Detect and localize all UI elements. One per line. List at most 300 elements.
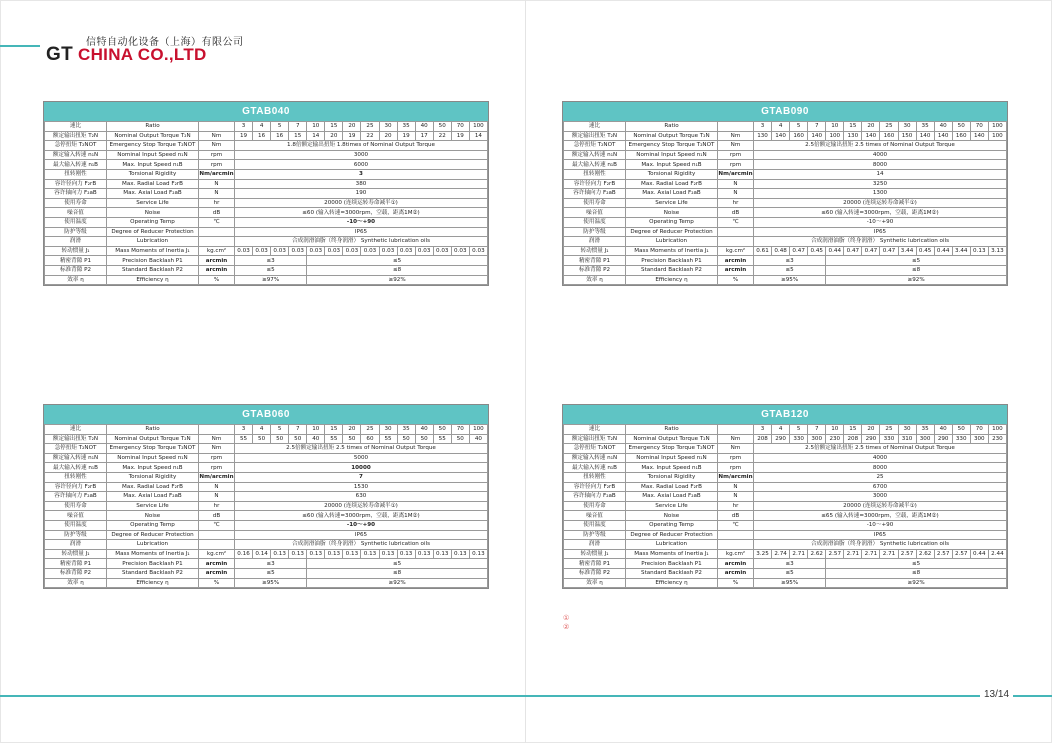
ratio-value-cell: 10: [307, 425, 325, 435]
ratio-value-cell: 0.03: [379, 246, 397, 256]
table-row: [564, 265, 1007, 275]
param-unit: arcmin: [199, 256, 235, 266]
ratio-value-cell: 3.13: [988, 246, 1006, 256]
ratio-value-cell: 0.61: [754, 246, 772, 256]
param-name-en: Max. Radial Load F₂rB: [107, 179, 199, 189]
spec-table-gtab040: [43, 101, 489, 286]
ratio-value-cell: 10: [307, 122, 325, 132]
ratio-value-cell: 0.44: [826, 246, 844, 256]
ratio-value-cell: 0.13: [361, 549, 379, 559]
param-name-en: Emergency Stop Torque T₂NOT: [107, 444, 199, 454]
param-unit: %: [718, 578, 754, 588]
ratio-value-cell: 25: [361, 425, 379, 435]
ratio-value-cell: 160: [790, 131, 808, 141]
table-row: [45, 179, 488, 189]
ratio-group-1-3-value: ≤3: [235, 256, 307, 266]
ratio-value-cell: 15: [844, 122, 862, 132]
ratio-value-cell: 20: [343, 122, 361, 132]
table-row: [564, 578, 1007, 588]
ratio-value-cell: 14: [469, 131, 487, 141]
param-value: IP65: [754, 530, 1007, 540]
ratio-value-cell: 330: [952, 434, 970, 444]
param-name-en: Degree of Reducer Protection: [107, 530, 199, 540]
table-row: [564, 511, 1007, 521]
ratio-value-cell: 290: [862, 434, 880, 444]
ratio-value-cell: 17: [415, 131, 433, 141]
company-name-en-text: CHINA CO.,LTD: [78, 45, 207, 64]
param-unit: hr: [718, 198, 754, 208]
param-name-cn: 速比: [564, 425, 626, 435]
param-unit: ℃: [199, 520, 235, 530]
table-row: [564, 198, 1007, 208]
param-name-cn: 扭转刚性: [564, 169, 626, 179]
param-name-en: Lubrication: [107, 237, 199, 247]
table-row: [564, 246, 1007, 256]
param-unit: kg.cm²: [199, 549, 235, 559]
ratio-value-cell: 50: [433, 425, 451, 435]
ratio-value-cell: 15: [289, 131, 307, 141]
param-value: 190: [235, 189, 488, 199]
param-name-cn: 急停扭矩 T₂NOT: [564, 141, 626, 151]
ratio-value-cell: 0.13: [379, 549, 397, 559]
param-name-en: Torsional Rigidity: [107, 169, 199, 179]
param-name-en: Degree of Reducer Protection: [626, 530, 718, 540]
param-name-cn: 标准背隙 P2: [564, 265, 626, 275]
param-value: 20000 (连续运转寿命减半①): [754, 198, 1007, 208]
ratio-value-cell: 60: [361, 434, 379, 444]
ratio-group-2-3-value: ≥92%: [826, 275, 1007, 285]
param-name-cn: 扭转刚性: [45, 169, 107, 179]
table-row: [564, 549, 1007, 559]
table-row: [45, 463, 488, 473]
ratio-value-cell: 3: [754, 122, 772, 132]
param-name-cn: 润滑: [564, 237, 626, 247]
table-row: [45, 540, 488, 550]
param-name-en: Mass Moments of Inertia J₁: [626, 246, 718, 256]
ratio-value-cell: 50: [451, 434, 469, 444]
decorative-line-top: [0, 45, 40, 47]
ratio-value-cell: 0.03: [397, 246, 415, 256]
param-name-cn: 润滑: [564, 540, 626, 550]
ratio-value-cell: 0.47: [862, 246, 880, 256]
ratio-value-cell: 0.13: [343, 549, 361, 559]
param-unit: rpm: [718, 160, 754, 170]
table-row: [45, 453, 488, 463]
ratio-value-cell: 3.44: [952, 246, 970, 256]
ratio-value-cell: 5: [790, 122, 808, 132]
param-name-cn: 效率 η: [564, 275, 626, 285]
param-name-en: Max. Axial Load F₂aB: [626, 189, 718, 199]
param-unit: hr: [199, 501, 235, 511]
ratio-value-cell: 19: [397, 131, 415, 141]
param-name-cn: 噪音值: [45, 208, 107, 218]
param-unit: kg.cm²: [718, 246, 754, 256]
param-name-cn: 急停扭矩 T₂NOT: [45, 141, 107, 151]
table-row: [564, 568, 1007, 578]
table-row: [45, 434, 488, 444]
ratio-value-cell: 150: [898, 131, 916, 141]
param-value: 6700: [754, 482, 1007, 492]
table-row: [564, 540, 1007, 550]
company-logo: [46, 33, 244, 65]
param-unit: %: [199, 578, 235, 588]
table-row: [564, 179, 1007, 189]
ratio-value-cell: 7: [808, 425, 826, 435]
ratio-value-cell: 7: [808, 122, 826, 132]
param-value: IP65: [235, 530, 488, 540]
param-unit: rpm: [718, 150, 754, 160]
ratio-value-cell: 100: [988, 131, 1006, 141]
param-value: -10～+90: [754, 217, 1007, 227]
ratio-group-2-3-value: ≤8: [826, 265, 1007, 275]
ratio-value-cell: 0.13: [970, 246, 988, 256]
param-name-cn: 防护等级: [45, 530, 107, 540]
ratio-value-cell: 330: [880, 434, 898, 444]
param-name-cn: 精密背隙 P1: [45, 256, 107, 266]
param-name-en: Noise: [626, 208, 718, 218]
ratio-value-cell: 140: [772, 131, 790, 141]
param-name-en: Noise: [107, 511, 199, 521]
param-name-cn: 容许轴向力 F₂aB: [45, 492, 107, 502]
ratio-value-cell: 4: [772, 122, 790, 132]
ratio-value-cell: 0.13: [415, 549, 433, 559]
ratio-value-cell: 0.03: [451, 246, 469, 256]
ratio-value-cell: 0.14: [253, 549, 271, 559]
ratio-value-cell: 2.71: [844, 549, 862, 559]
ratio-value-cell: 19: [343, 131, 361, 141]
ratio-value-cell: 2.62: [916, 549, 934, 559]
table-row: [45, 189, 488, 199]
spec-grid: [563, 424, 1007, 588]
ratio-group-2-3-value: ≥92%: [307, 275, 488, 285]
ratio-value-cell: 55: [379, 434, 397, 444]
param-name-cn: 精密背隙 P1: [564, 256, 626, 266]
param-unit: dB: [718, 511, 754, 521]
param-unit: N: [718, 179, 754, 189]
logo-mark: GT: [46, 44, 73, 65]
ratio-value-cell: 310: [898, 434, 916, 444]
param-name-cn: 标准背隙 P2: [45, 265, 107, 275]
ratio-value-cell: 10: [826, 122, 844, 132]
param-name-cn: 容许径向力 F₂rB: [45, 179, 107, 189]
param-name-cn: 扭转刚性: [564, 472, 626, 482]
param-name-en: Standard Backlash P2: [107, 568, 199, 578]
ratio-value-cell: 5: [271, 122, 289, 132]
ratio-value-cell: 0.48: [772, 246, 790, 256]
ratio-value-cell: 0.13: [325, 549, 343, 559]
ratio-value-cell: 0.47: [880, 246, 898, 256]
param-unit: arcmin: [718, 559, 754, 569]
ratio-value-cell: 3.25: [754, 549, 772, 559]
param-name-en: Max. Axial Load F₂aB: [107, 189, 199, 199]
table-row: [564, 425, 1007, 435]
param-name-en: Nominal Input Speed n₁N: [626, 150, 718, 160]
param-name-en: Max. Radial Load F₂rB: [626, 482, 718, 492]
table-row: [564, 122, 1007, 132]
param-name-en: Mass Moments of Inertia J₁: [107, 549, 199, 559]
ratio-value-cell: 40: [415, 122, 433, 132]
ratio-value-cell: 0.03: [271, 246, 289, 256]
spec-grid: [44, 424, 488, 588]
param-unit: N: [718, 482, 754, 492]
ratio-value-cell: 14: [307, 131, 325, 141]
ratio-value-cell: 25: [361, 122, 379, 132]
table-row: [564, 256, 1007, 266]
param-name-en: Max. Radial Load F₂rB: [626, 179, 718, 189]
table-row: [564, 208, 1007, 218]
param-name-cn: 额定输出扭矩 T₂N: [45, 131, 107, 141]
ratio-value-cell: 300: [808, 434, 826, 444]
param-name-en: Operating Temp: [107, 217, 199, 227]
ratio-value-cell: 40: [934, 425, 952, 435]
ratio-value-cell: 30: [379, 425, 397, 435]
param-name-cn: 速比: [45, 425, 107, 435]
param-unit: %: [199, 275, 235, 285]
param-value: 7: [235, 472, 488, 482]
ratio-value-cell: 50: [433, 122, 451, 132]
param-value: 8000: [754, 160, 1007, 170]
ratio-value-cell: 4: [772, 425, 790, 435]
param-name-en: Standard Backlash P2: [107, 265, 199, 275]
ratio-value-cell: 100: [469, 425, 487, 435]
ratio-value-cell: 290: [934, 434, 952, 444]
ratio-value-cell: 0.13: [451, 549, 469, 559]
param-value: 3: [235, 169, 488, 179]
param-name-cn: 最大输入转速 n₁B: [45, 160, 107, 170]
table-row: [564, 189, 1007, 199]
param-unit: Nm: [199, 131, 235, 141]
ratio-value-cell: 15: [325, 425, 343, 435]
ratio-value-cell: 290: [772, 434, 790, 444]
param-name-cn: 容许径向力 F₂rB: [45, 482, 107, 492]
param-value: -10～+90: [235, 217, 488, 227]
ratio-value-cell: 70: [451, 425, 469, 435]
param-name-en: Operating Temp: [626, 217, 718, 227]
param-name-en: Emergency Stop Torque T₂NOT: [107, 141, 199, 151]
ratio-value-cell: 19: [235, 131, 253, 141]
ratio-group-1-3-value: ≤5: [235, 265, 307, 275]
ratio-value-cell: 208: [754, 434, 772, 444]
ratio-value-cell: 2.44: [988, 549, 1006, 559]
ratio-value-cell: 55: [325, 434, 343, 444]
ratio-group-1-3-value: ≥95%: [754, 275, 826, 285]
ratio-group-1-3-value: ≥97%: [235, 275, 307, 285]
param-unit: [199, 425, 235, 435]
ratio-value-cell: 3: [754, 425, 772, 435]
ratio-value-cell: 300: [916, 434, 934, 444]
ratio-value-cell: 0.13: [271, 549, 289, 559]
ratio-value-cell: 208: [844, 434, 862, 444]
ratio-value-cell: 50: [289, 434, 307, 444]
table-row: [564, 160, 1007, 170]
param-unit: N: [199, 189, 235, 199]
param-name-en: Nominal Input Speed n₁N: [626, 453, 718, 463]
param-value: 3250: [754, 179, 1007, 189]
ratio-value-cell: 230: [988, 434, 1006, 444]
param-name-cn: 急停扭矩 T₂NOT: [45, 444, 107, 454]
param-unit: Nm: [718, 141, 754, 151]
ratio-group-1-3-value: ≤3: [235, 559, 307, 569]
table-row: [564, 169, 1007, 179]
param-name-en: Emergency Stop Torque T₂NOT: [626, 141, 718, 151]
ratio-value-cell: 50: [271, 434, 289, 444]
param-name-en: Degree of Reducer Protection: [626, 227, 718, 237]
param-unit: [718, 530, 754, 540]
param-name-en: Max. Axial Load F₂aB: [107, 492, 199, 502]
table-row: [45, 265, 488, 275]
param-value: 10000: [235, 463, 488, 473]
spec-table-gtab060: [43, 404, 489, 589]
ratio-value-cell: 2.57: [952, 549, 970, 559]
param-unit: [199, 237, 235, 247]
param-unit: rpm: [718, 463, 754, 473]
param-name-en: Service Life: [107, 198, 199, 208]
table-row: [45, 217, 488, 227]
page-number: 13/14: [980, 689, 1013, 700]
param-value: -10～+90: [235, 520, 488, 530]
param-name-cn: 效率 η: [45, 578, 107, 588]
param-name-cn: 标准背隙 P2: [564, 568, 626, 578]
ratio-value-cell: 0.44: [970, 549, 988, 559]
param-name-cn: 转动惯量 J₁: [45, 549, 107, 559]
table-row: [45, 256, 488, 266]
param-unit: Nm/arcmin: [718, 171, 753, 178]
param-value: 25: [754, 472, 1007, 482]
param-name-cn: 防护等级: [45, 227, 107, 237]
param-name-en: Precision Backlash P1: [107, 256, 199, 266]
param-value: 1.8倍额定输出扭矩 1.8times of Nominal Output Torque: [235, 141, 488, 151]
spec-table-gtab090: [562, 101, 1008, 286]
param-value: 20000 (连续运转寿命减半①): [235, 198, 488, 208]
ratio-value-cell: 50: [415, 434, 433, 444]
param-name-en: Max. Radial Load F₂rB: [107, 482, 199, 492]
ratio-value-cell: 140: [862, 131, 880, 141]
param-name-cn: 容许径向力 F₂rB: [564, 482, 626, 492]
ratio-value-cell: 4: [253, 122, 271, 132]
param-name-cn: 急停扭矩 T₂NOT: [564, 444, 626, 454]
table-row: [45, 246, 488, 256]
param-unit: Nm: [199, 444, 235, 454]
param-unit: N: [199, 179, 235, 189]
ratio-value-cell: 4: [253, 425, 271, 435]
ratio-value-cell: 20: [343, 425, 361, 435]
param-name-en: Mass Moments of Inertia J₁: [107, 246, 199, 256]
param-name-cn: 使用寿命: [45, 198, 107, 208]
param-name-en: Nominal Output Torque T₂N: [626, 434, 718, 444]
ratio-value-cell: 7: [289, 122, 307, 132]
param-name-cn: 噪音值: [564, 511, 626, 521]
param-name-en: Ratio: [626, 122, 718, 132]
param-name-en: Precision Backlash P1: [626, 559, 718, 569]
table-row: [564, 141, 1007, 151]
param-value: 合成润滑油脂（终身润滑） Synthetic lubrication oils: [235, 540, 488, 550]
param-name-en: Noise: [626, 511, 718, 521]
param-value: 380: [235, 179, 488, 189]
table-row: [564, 434, 1007, 444]
ratio-value-cell: 35: [397, 425, 415, 435]
param-unit: [199, 227, 235, 237]
param-unit: rpm: [199, 150, 235, 160]
param-unit: Nm/arcmin: [199, 171, 234, 178]
ratio-value-cell: 0.03: [307, 246, 325, 256]
ratio-value-cell: 2.57: [934, 549, 952, 559]
ratio-value-cell: 40: [307, 434, 325, 444]
ratio-value-cell: 35: [916, 425, 934, 435]
param-name-en: Precision Backlash P1: [107, 559, 199, 569]
table-row: [45, 169, 488, 179]
param-name-cn: 使用温度: [45, 217, 107, 227]
ratio-value-cell: 2.71: [880, 549, 898, 559]
param-value: 3000: [754, 492, 1007, 502]
param-name-cn: 防护等级: [564, 530, 626, 540]
ratio-value-cell: 0.13: [433, 549, 451, 559]
param-unit: hr: [718, 501, 754, 511]
ratio-group-1-3-value: ≤3: [754, 256, 826, 266]
ratio-value-cell: 0.13: [289, 549, 307, 559]
param-value: 合成润滑油脂（终身润滑） Synthetic lubrication oils: [235, 237, 488, 247]
param-unit: dB: [718, 208, 754, 218]
ratio-value-cell: 330: [790, 434, 808, 444]
ratio-value-cell: 30: [898, 122, 916, 132]
param-name-cn: 容许轴向力 F₂aB: [564, 492, 626, 502]
table-row: [45, 520, 488, 530]
ratio-value-cell: 0.03: [469, 246, 487, 256]
param-name-en: Lubrication: [626, 237, 718, 247]
footer-divider: [0, 695, 1052, 697]
ratio-value-cell: 0.03: [325, 246, 343, 256]
table-row: [45, 425, 488, 435]
table-row: [564, 217, 1007, 227]
table-row: [45, 549, 488, 559]
param-name-en: Nominal Output Torque T₂N: [626, 131, 718, 141]
ratio-value-cell: 130: [754, 131, 772, 141]
table-row: [564, 227, 1007, 237]
param-name-cn: 速比: [564, 122, 626, 132]
ratio-value-cell: 100: [826, 131, 844, 141]
ratio-group-1-3-value: ≤5: [754, 265, 826, 275]
table-row: [564, 520, 1007, 530]
param-value: IP65: [235, 227, 488, 237]
footnote-markers: [563, 614, 569, 632]
ratio-value-cell: 2.62: [808, 549, 826, 559]
table-row: [45, 501, 488, 511]
ratio-value-cell: 20: [862, 122, 880, 132]
param-unit: [199, 540, 235, 550]
ratio-value-cell: 140: [934, 131, 952, 141]
table-row: [45, 559, 488, 569]
param-unit: ℃: [718, 520, 754, 530]
ratio-group-1-3-value: ≥95%: [235, 578, 307, 588]
ratio-value-cell: 100: [469, 122, 487, 132]
ratio-value-cell: 30: [898, 425, 916, 435]
ratio-value-cell: 0.03: [253, 246, 271, 256]
ratio-value-cell: 0.03: [289, 246, 307, 256]
ratio-value-cell: 0.47: [844, 246, 862, 256]
param-name-cn: 使用寿命: [45, 501, 107, 511]
param-name-cn: 精密背隙 P1: [564, 559, 626, 569]
ratio-value-cell: 2.71: [862, 549, 880, 559]
param-name-en: Emergency Stop Torque T₂NOT: [626, 444, 718, 454]
param-name-en: Lubrication: [107, 540, 199, 550]
param-name-cn: 使用温度: [564, 520, 626, 530]
ratio-value-cell: 2.71: [790, 549, 808, 559]
param-name-cn: 额定输出扭矩 T₂N: [45, 434, 107, 444]
ratio-group-1-3-value: ≤5: [235, 568, 307, 578]
param-unit: arcmin: [718, 256, 754, 266]
param-value: 1530: [235, 482, 488, 492]
param-name-en: Nominal Input Speed n₁N: [107, 453, 199, 463]
param-name-cn: 精密背隙 P1: [45, 559, 107, 569]
